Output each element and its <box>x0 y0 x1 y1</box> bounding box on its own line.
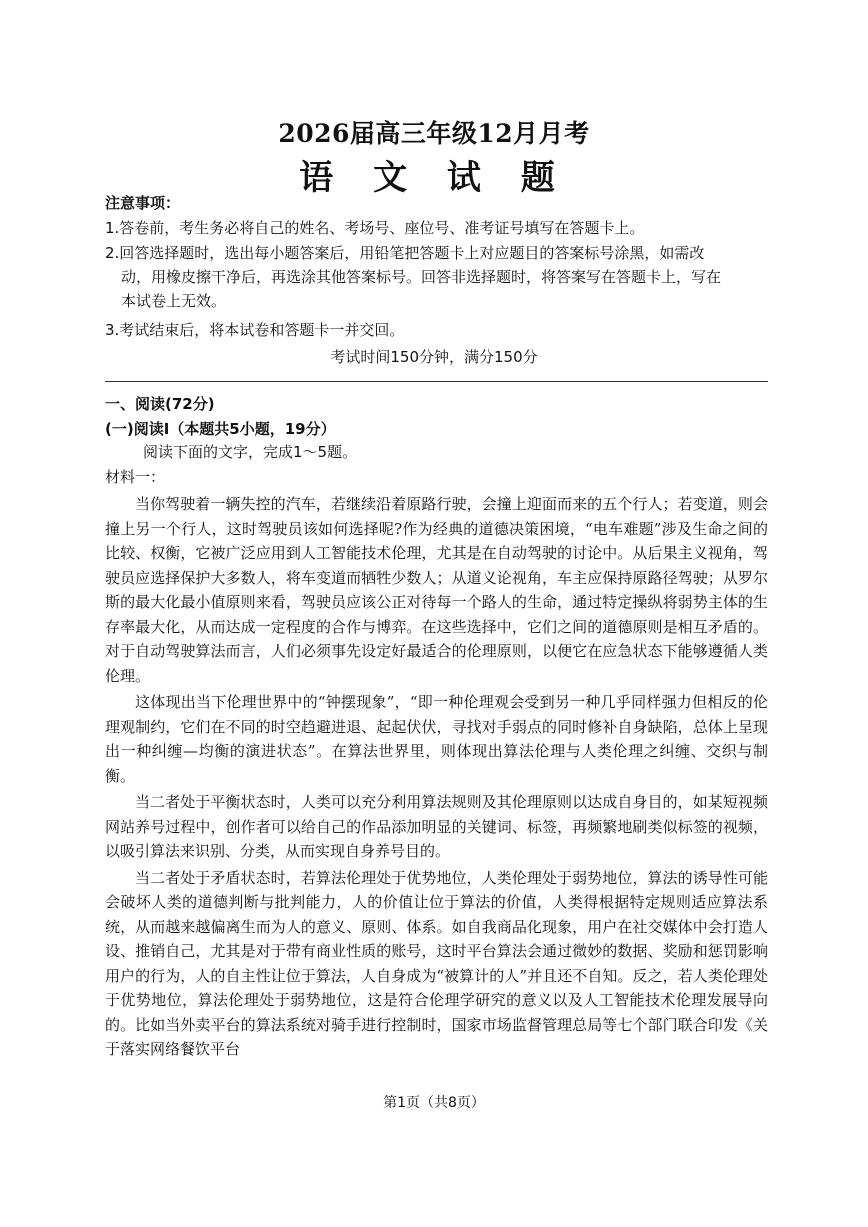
note-item-1: 1.答卷前，考生务必将自己的姓名、考场号、座位号、准考证号填写在答题卡上。 <box>105 219 645 237</box>
reading-instruction: 阅读下面的文字，完成1～5题。 <box>143 443 358 461</box>
notes-heading: 注意事项： <box>105 194 181 212</box>
note-item-2: 2.回答选择题时，选出每小题答案后，用铅笔把答题卡上对应题目的答案标号涂黑，如需改 <box>105 244 705 262</box>
exam-title: 2026届高三年级12月月考 <box>278 119 590 148</box>
page-footer: 第1页（共8页） <box>383 1095 485 1111</box>
paragraph: 当你驾驶着一辆失控的汽车，若继续沿着原路行驶，会撞上迎面而来的五个行人；若变道，则会撞上另一个行人，这时驾驶员该如何选择呢?作为经典的道德决策困境，“电车难题”涉及生命之间的比较、权衡，它被广泛应用到人工智能技术伦理，尤其是在自动驾驶的讨论中。从后果主义视角，驾驶员应选择保护大多数人，将车变道而牺牲少数人；从道义论视角，车主应保持原路径驾驶；从罗尔斯的最大化最小值原则来看，驾驶员应该公正对待每一个路人的生命，通过特定操纵将弱势主体的生存率最大化，从而达成一定程度的合作与博弈。在这些选择中，它们之间的道德原则是相互矛盾的。对于自动驾驶算法而言，人们必须事先设定好最适合的伦理原则，以便它在应急状态下能够遵循人类伦理。 <box>105 495 768 685</box>
divider-line <box>105 381 768 382</box>
section-heading: 一、阅读(72分) <box>105 395 215 413</box>
subject-title: 语 文 试 题 <box>299 158 569 198</box>
exam-time-score: 考试时间150分钟，满分150分 <box>330 348 538 366</box>
note-item-2-cont2: 本试卷上无效。 <box>121 292 227 310</box>
reading-passage <box>105 492 768 1064</box>
paragraph: 这体现出当下伦理世界中的“钟摆现象”，“即一种伦理观会受到另一种几乎同样强力但相反的伦理观制约，它们在不同的时空趋避进退、起起伏伏，寻找对手弱点的同时修补自身缺陷，总体上呈现出一种纠缠—均衡的演进状态”。在算法世界里，则体现出算法伦理与人类伦理之纠缠、交织与制衡。 <box>105 693 768 785</box>
sub-section-heading: (一)阅读Ⅰ（本题共5小题，19分） <box>105 420 336 438</box>
note-item-2-cont: 动，用橡皮擦干净后，再选涂其他答案标号。回答非选择题时，将答案写在答题卡上，写在 <box>121 268 722 286</box>
note-item-3: 3.考试结束后，将本试卷和答题卡一并交回。 <box>105 321 405 339</box>
paragraph: 当二者处于矛盾状态时，若算法伦理处于优势地位，人类伦理处于弱势地位，算法的诱导性可能会破坏人类的道德判断与批判能力，人的价值让位于算法的价值，人类得根据特定规则适应算法系统，从而越来越偏离生而为人的意义、原则、体系。如自我商品化现象，用户在社交媒体中会打造人设、推销自己，尤其是对于带有商业性质的账号，这时平台算法会通过微妙的数据、奖励和惩罚影响用户的行为，人的自主性让位于算法，人自身成为“被算计的人”并且还不自知。反之，若人类伦理处于优势地位，算法伦理处于弱势地位，这是符合伦理学研究的意义以及人工智能技术伦理发展导向的。比如当外卖平台的算法系统对骑手进行控制时，国家市场监督管理总局等七个部门联合印发《关于落实网络餐饮平台 <box>105 868 768 1058</box>
material-label: 材料一： <box>105 468 166 486</box>
paragraph: 当二者处于平衡状态时，人类可以充分利用算法规则及其伦理原则以达成自身目的，如某短视频网站养号过程中，创作者可以给自己的作品添加明显的关键词、标签，再频繁地刷类似标签的视频，以吸引算法来识别、分类，从而实现自身养号目的。 <box>105 793 768 860</box>
